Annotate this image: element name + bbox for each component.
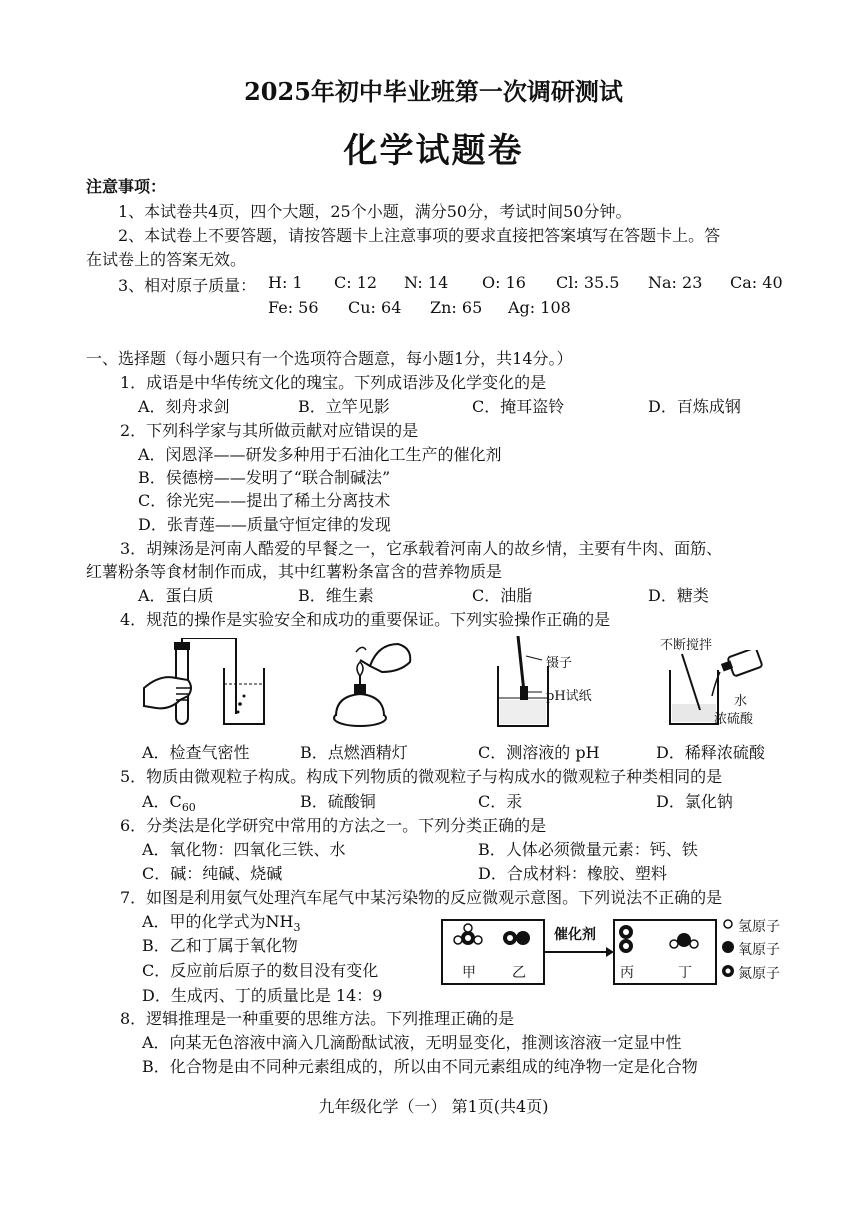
q7-option-b: B．乙和丁属于氧化物 <box>142 936 298 955</box>
q1-option-b: B．立竿见影 <box>298 397 390 416</box>
q7-legend-hydrogen: 氢原子 <box>738 919 780 935</box>
q4-option-a: A．检查气密性 <box>142 743 250 762</box>
q5-option-a-subscript: 60 <box>181 801 196 815</box>
q7-catalyst-label: 催化剂 <box>554 927 596 943</box>
mass-fe: Fe: 56 <box>268 298 319 317</box>
q7-option-a-text: A．甲的化学式为NH <box>142 912 294 931</box>
q7-option-a <box>142 909 301 934</box>
q3-option-d: D．糖类 <box>648 586 709 605</box>
q4-label-tweezers: 镊子 <box>546 656 573 671</box>
q8-stem: 8．逻辑推理是一种重要的思维方法。下列推理正确的是 <box>120 1009 515 1028</box>
q5-option-c: C．汞 <box>478 792 523 811</box>
q4-label-acid: 浓硫酸 <box>714 712 754 727</box>
note-2b: 在试卷上的答案无效。 <box>86 250 247 269</box>
q3-stem-a: 3．胡辣汤是河南人酷爱的早餐之一，它承载着河南人的故乡情，主要有牛肉、面筋、 <box>120 539 723 558</box>
mass-ag: Ag: 108 <box>508 298 571 317</box>
q4-figure-b <box>326 638 416 730</box>
mass-ca: Ca: 40 <box>730 273 783 292</box>
q4-stem: 4．规范的操作是实验安全和成功的重要保证。下列实验操作正确的是 <box>120 610 611 629</box>
q7-legend-nitrogen: 氮原子 <box>738 966 780 982</box>
q6-option-d: D．合成材料：橡胶、塑料 <box>478 864 667 883</box>
mass-cl: Cl: 35.5 <box>556 273 620 292</box>
q7-legend-oxygen: 氧原子 <box>738 942 780 958</box>
q4-label-stir: 不断搅拌 <box>660 638 713 653</box>
q4-label-ph-paper: pH试纸 <box>546 689 592 704</box>
q7-option-d: D．生成丙、丁的质量比是 14：9 <box>142 986 383 1005</box>
q7-option-a-subscript: 3 <box>293 921 301 935</box>
subject-title: 化学试题卷 <box>343 131 524 171</box>
q1-option-d: D．百炼成钢 <box>648 397 741 416</box>
q3-option-c: C．油脂 <box>472 586 533 605</box>
section-heading: 一、选择题（每小题只有一个选项符合题意，每小题1分，共14分。） <box>86 349 573 368</box>
q6-stem: 6．分类法是化学研究中常用的方法之一。下列分类正确的是 <box>120 816 547 835</box>
q2-stem: 2．下列科学家与其所做贡献对应错误的是 <box>120 421 419 440</box>
exam-title: 2025年初中毕业班第一次调研测试 <box>244 77 623 106</box>
q2-option-d: D．张青莲——质量守恒定律的发现 <box>138 515 391 534</box>
q7-option-c: C．反应前后原子的数目没有变化 <box>142 961 379 980</box>
q2-option-b: B．侯德榜——发明了“联合制碱法” <box>138 468 391 487</box>
q8-option-b: B．化合物是由不同种元素组成的，所以由不同元素组成的纯净物一定是化合物 <box>142 1057 698 1076</box>
q5-option-a <box>142 789 196 814</box>
q6-option-b: B．人体必须微量元素：钙、铁 <box>478 840 698 859</box>
q6-option-a: A．氧化物：四氧化三铁、水 <box>142 840 346 859</box>
q5-option-a-text: A．C <box>142 792 182 811</box>
q6-option-c: C．碱：纯碱、烧碱 <box>142 864 283 883</box>
q2-option-c: C．徐光宪——提出了稀土分离技术 <box>138 491 391 510</box>
note-2a: 2、本试卷上不要答题，请按答题卡上注意事项的要求直接把答案填写在答题卡上。答 <box>118 226 721 245</box>
mass-na: Na: 23 <box>648 273 703 292</box>
q8-option-a: A．向某无色溶液中滴入几滴酚酞试液，无明显变化，推测该溶液一定显中性 <box>142 1033 682 1052</box>
mass-n: N: 14 <box>404 273 449 292</box>
note-3: 3、相对原子质量： <box>118 276 257 295</box>
notes-heading: 注意事项： <box>86 177 167 196</box>
mass-c: C: 12 <box>334 273 378 292</box>
q7-label-jia: 甲 <box>462 965 476 981</box>
page-footer: 九年级化学（一） 第1页(共4页) <box>318 1097 549 1116</box>
q1-option-a: A．刻舟求剑 <box>138 397 230 416</box>
q7-stem: 7．如图是利用氨气处理汽车尾气中某污染物的反应微观示意图。下列说法不正确的是 <box>120 888 723 907</box>
q7-label-bing: 丙 <box>620 965 634 981</box>
note-1: 1、本试卷共4页，四个大题，25个小题，满分50分，考试时间50分钟。 <box>118 202 632 221</box>
q4-label-water: 水 <box>734 694 748 709</box>
q3-stem-b: 红薯粉条等食材制作而成，其中红薯粉条富含的营养物质是 <box>86 562 503 581</box>
q7-label-ding: 丁 <box>678 965 692 981</box>
q5-option-d: D．氯化钠 <box>656 792 733 811</box>
q1-stem: 1．成语是中华传统文化的瑰宝。下列成语涉及化学变化的是 <box>120 373 547 392</box>
q5-option-b: B．硫酸铜 <box>300 792 376 811</box>
mass-o: O: 16 <box>482 273 526 292</box>
mass-zn: Zn: 65 <box>430 298 483 317</box>
q4-figure-a <box>140 638 280 730</box>
q4-option-c: C．测溶液的 pH <box>478 743 600 762</box>
mass-cu: Cu: 64 <box>348 298 402 317</box>
q4-figure-c <box>492 636 602 730</box>
q4-option-d: D．稀释浓硫酸 <box>656 743 765 762</box>
q5-stem: 5．物质由微观粒子构成。构成下列物质的微观粒子与构成水的微观粒子种类相同的是 <box>120 767 723 786</box>
q3-option-a: A．蛋白质 <box>138 586 214 605</box>
q7-label-yi: 乙 <box>512 965 526 981</box>
q4-option-b: B．点燃酒精灯 <box>300 743 408 762</box>
mass-h: H: 1 <box>268 273 303 292</box>
q7-legend <box>720 914 736 988</box>
q1-option-c: C．掩耳盗铃 <box>472 397 565 416</box>
q2-option-a: A．闵恩泽——研发多种用于石油化工生产的催化剂 <box>138 445 502 464</box>
q3-option-b: B．维生素 <box>298 586 374 605</box>
